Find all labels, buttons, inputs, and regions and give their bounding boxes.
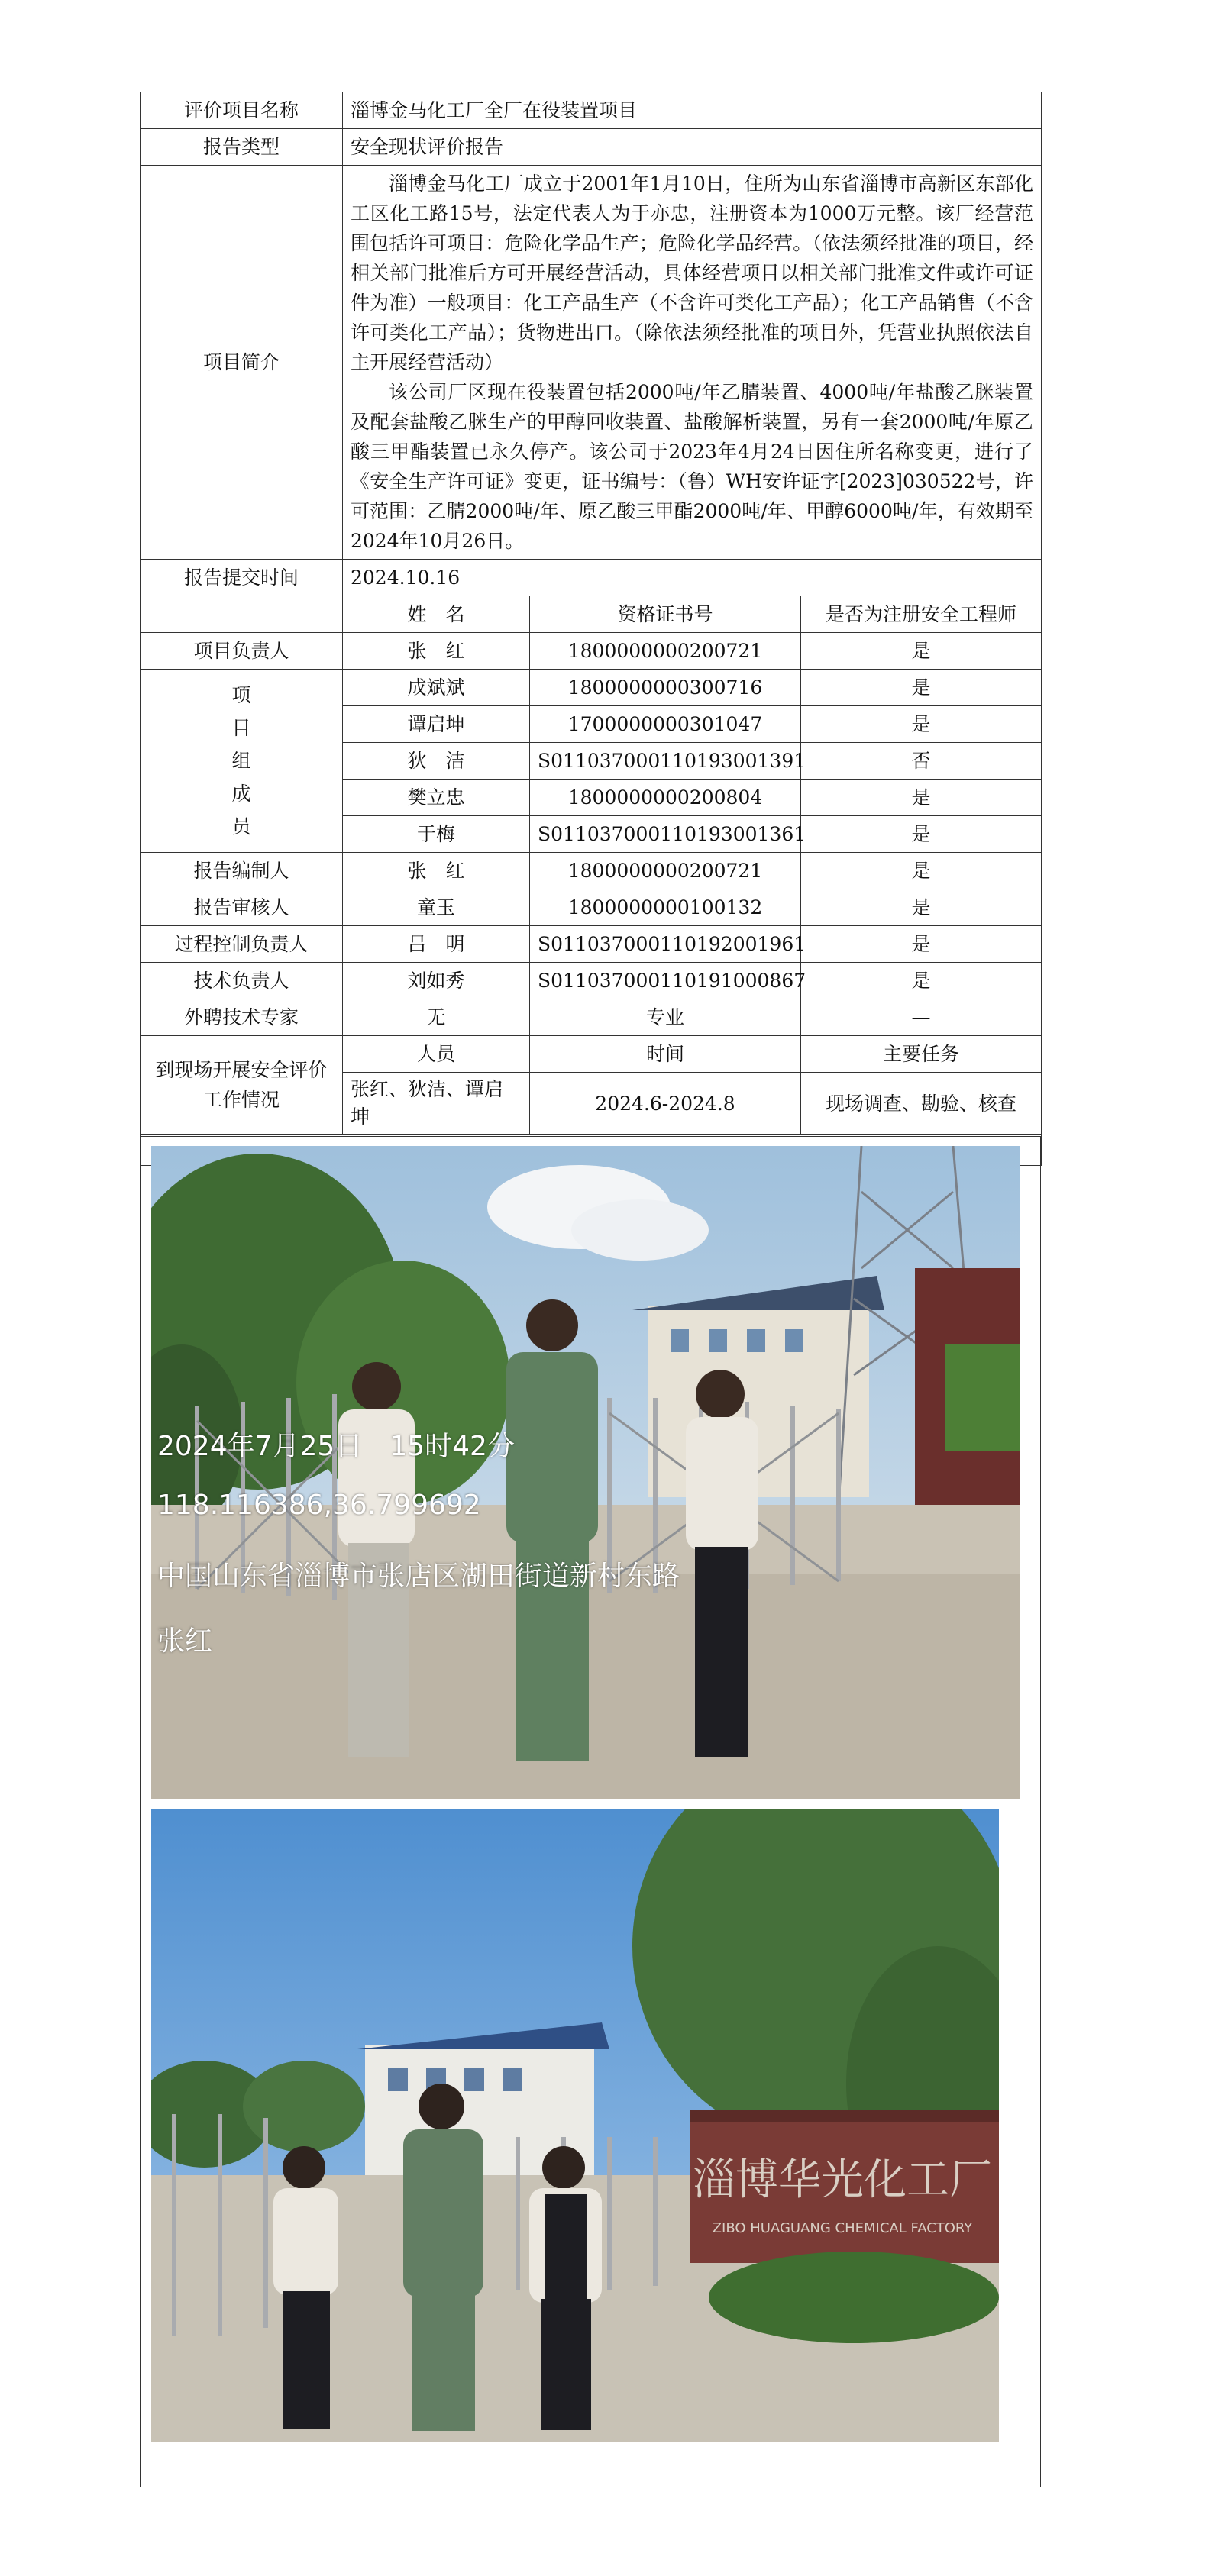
editor-cert: 1800000000200721 (530, 853, 801, 889)
reviewer-registered: 是 (801, 889, 1042, 926)
project-name-label: 评价项目名称 (141, 92, 343, 129)
site-photo-1-image (151, 1146, 1020, 1799)
report-info-table (140, 92, 1042, 1166)
photo-watermark-location: 中国山东省淄博市张店区湖田街道新村东路 (157, 1561, 680, 1592)
field-work-header-people: 人员 (343, 1036, 530, 1073)
table-row (141, 889, 1042, 926)
process-control-label: 过程控制负责人 (141, 926, 343, 963)
field-work-header-time: 时间 (530, 1036, 801, 1073)
table-row (141, 853, 1042, 889)
submit-time-value: 2024.10.16 (343, 560, 1042, 596)
header-cert: 资格证书号 (530, 596, 801, 633)
field-work-people: 张红、狄洁、谭启坤 (343, 1073, 530, 1135)
field-work-label: 到现场开展安全评价工作情况 (141, 1036, 343, 1135)
tech-leader-name: 刘如秀 (343, 963, 530, 999)
report-type-label: 报告类型 (141, 129, 343, 166)
table-row (141, 633, 1042, 670)
factory-sign-text: 淄博华光化工厂 (693, 2155, 992, 2205)
header-registered: 是否为注册安全工程师 (801, 596, 1042, 633)
editor-name: 张 红 (343, 853, 530, 889)
site-photo-2-image (151, 1809, 999, 2442)
process-control-cert: S011037000110192001961 (530, 926, 801, 963)
member-registered: 是 (801, 816, 1042, 853)
intro-label: 项目简介 (141, 166, 343, 560)
member-cert: 1800000000200804 (530, 780, 801, 816)
field-work-header-tasks: 主要任务 (801, 1036, 1042, 1073)
tech-leader-cert: S011037000110191000867 (530, 963, 801, 999)
members-label-char: 成 (231, 783, 251, 805)
members-label-char: 组 (231, 750, 251, 772)
table-row (141, 596, 1042, 633)
member-cert: 1800000000300716 (530, 670, 801, 706)
site-photo-2 (151, 1809, 999, 2442)
members-label-char: 目 (231, 717, 251, 739)
table-row (141, 560, 1042, 596)
members-label-char: 项 (231, 684, 251, 706)
member-name: 樊立忠 (343, 780, 530, 816)
photo-watermark-person: 张红 (157, 1625, 213, 1657)
external-expert-name: 无 (343, 999, 530, 1036)
reviewer-cert: 1800000000100132 (530, 889, 801, 926)
table-row (141, 129, 1042, 166)
table-row (141, 166, 1042, 560)
header-name: 姓 名 (343, 596, 530, 633)
project-name-value: 淄博金马化工厂全厂在役装置项目 (343, 92, 1042, 129)
member-registered: 否 (801, 743, 1042, 780)
project-leader-registered: 是 (801, 633, 1042, 670)
editor-label: 报告编制人 (141, 853, 343, 889)
field-work-tasks: 现场调查、勘验、核查 (801, 1073, 1042, 1135)
member-registered: 是 (801, 780, 1042, 816)
photo-watermark-datetime: 2024年7月25日 15时42分 (157, 1431, 515, 1462)
table-row (141, 670, 1042, 706)
member-registered: 是 (801, 706, 1042, 743)
intro-text (343, 166, 1042, 560)
external-expert-specialty-value: — (801, 999, 1042, 1036)
project-leader-name: 张 红 (343, 633, 530, 670)
member-name: 于梅 (343, 816, 530, 853)
member-cert: S011037000110193001361 (530, 816, 801, 853)
members-label-char: 员 (231, 815, 251, 838)
member-cert: 1700000000301047 (530, 706, 801, 743)
member-registered: 是 (801, 670, 1042, 706)
reviewer-label: 报告审核人 (141, 889, 343, 926)
site-photo-1 (151, 1146, 1020, 1799)
table-row (141, 92, 1042, 129)
process-control-registered: 是 (801, 926, 1042, 963)
photo-watermark-coords: 118.116386,36.799692 (157, 1490, 481, 1521)
member-name: 狄 洁 (343, 743, 530, 780)
table-row (141, 926, 1042, 963)
intro-paragraph-2: 该公司厂区现在役装置包括2000吨/年乙腈装置、4000吨/年盐酸乙脒装置及配套盐酸乙脒生产的甲醇回收装置、盐酸解析装置，另有一套2000吨/年原乙酸三甲酯装置已永久停产。该公司于2023年4月24日因住所名称变更，进行了《安全生产许可证》变更，证书编号：（鲁）WH安许证字[2023]030522号，许可范围：乙腈2000吨/年、原乙酸三甲酯2000吨/年、甲醇6000吨/年，有效期至2024年10月26日。 (351, 381, 1034, 552)
submit-time-label: 报告提交时间 (141, 560, 343, 596)
intro-paragraph-1: 淄博金马化工厂成立于2001年1月10日，住所为山东省淄博市高新区东部化工区化工路15号，法定代表人为于亦忠，注册资本为1000万元整。该厂经营范围包括许可项目：危险化学品生产；危险化学品经营。（依法须经批准的项目，经相关部门批准后方可开展经营活动，具体经营项目以相关部门批准文件或许可证件为准）一般项目：化工产品生产（不含许可类化工产品）；化工产品销售（不含许可类化工产品）；货物进出口。（除依法须经批准的项目外，凭营业执照依法自主开展经营活动） (351, 173, 1034, 373)
process-control-name: 吕 明 (343, 926, 530, 963)
member-name: 谭启坤 (343, 706, 530, 743)
report-info-sheet (140, 92, 1041, 1166)
editor-registered: 是 (801, 853, 1042, 889)
members-label (141, 670, 343, 853)
external-expert-label: 外聘技术专家 (141, 999, 343, 1036)
external-expert-specialty-label: 专业 (530, 999, 801, 1036)
field-work-time: 2024.6-2024.8 (530, 1073, 801, 1135)
member-name: 成斌斌 (343, 670, 530, 706)
project-leader-cert: 1800000000200721 (530, 633, 801, 670)
reviewer-name: 童玉 (343, 889, 530, 926)
photo-frame (140, 1136, 1041, 2487)
table-row (141, 999, 1042, 1036)
tech-leader-registered: 是 (801, 963, 1042, 999)
tech-leader-label: 技术负责人 (141, 963, 343, 999)
report-type-value: 安全现状评价报告 (343, 129, 1042, 166)
project-leader-label: 项目负责人 (141, 633, 343, 670)
member-cert: S011037000110193001391 (530, 743, 801, 780)
table-row (141, 1036, 1042, 1073)
blank-cell (141, 596, 343, 633)
factory-sign-english: ZIBO HUAGUANG CHEMICAL FACTORY (712, 2220, 973, 2236)
table-row (141, 963, 1042, 999)
